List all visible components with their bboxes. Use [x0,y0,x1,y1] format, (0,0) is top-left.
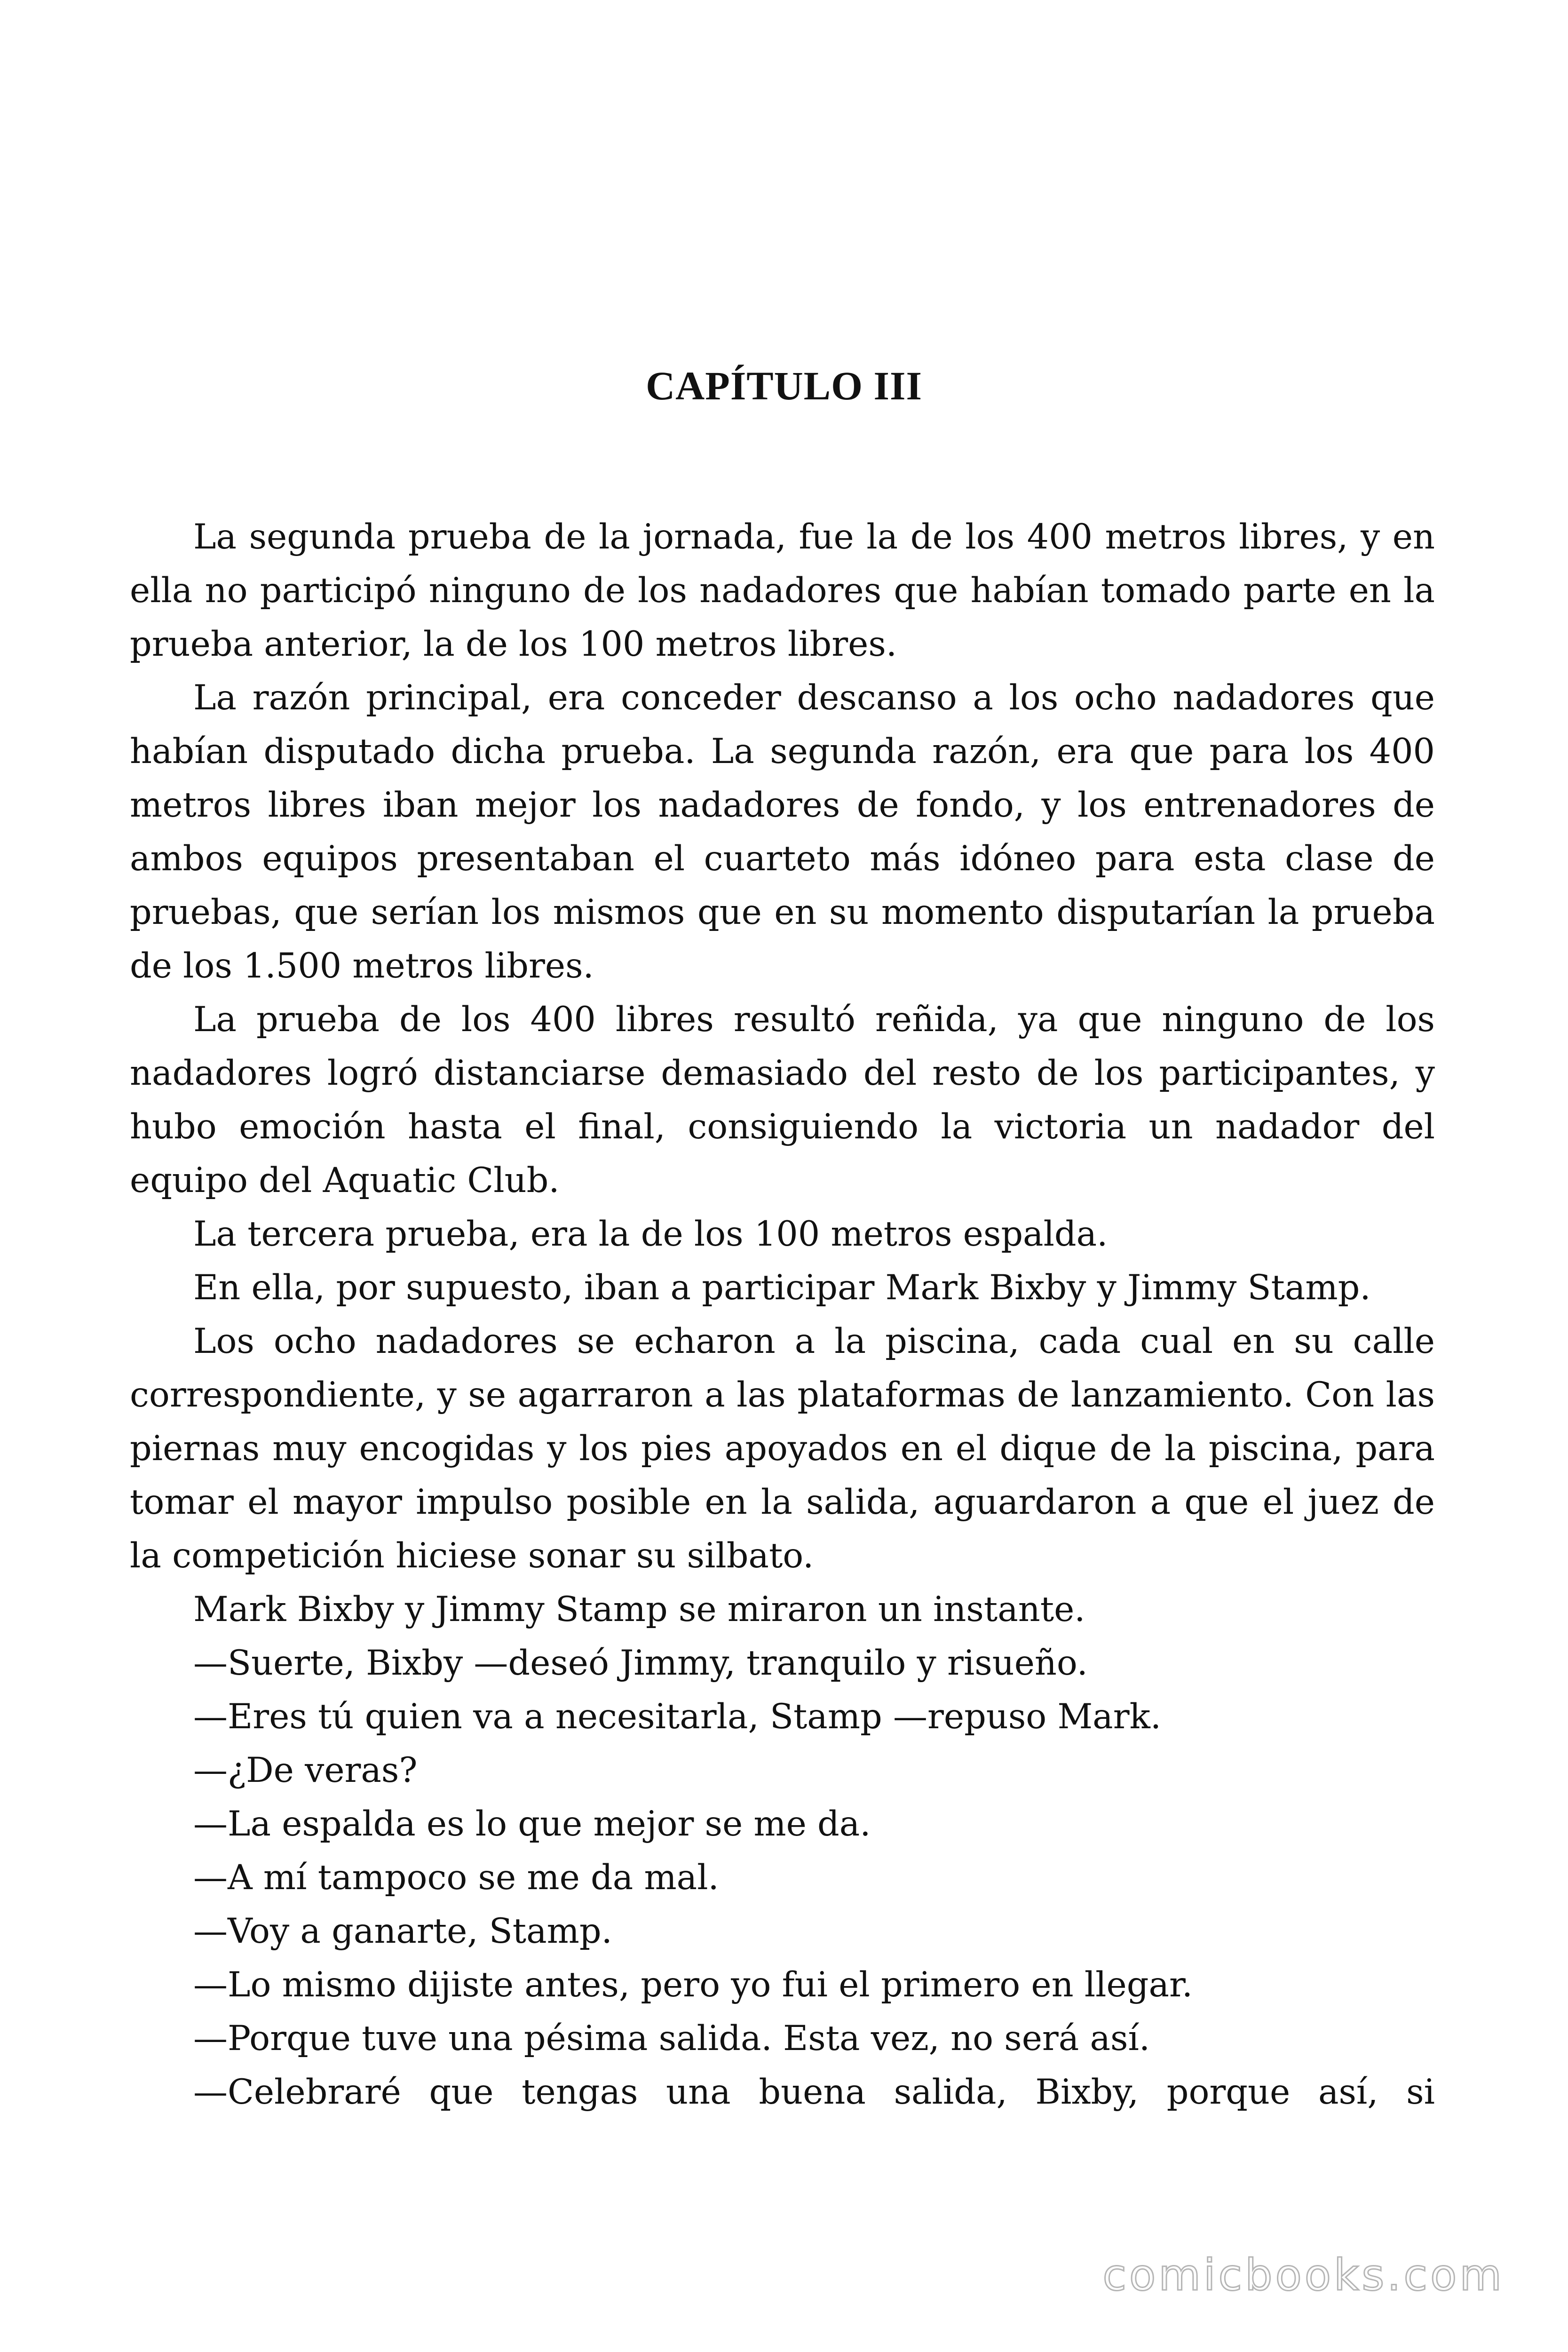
dialogue-line: —Eres tú quien va a necesitarla, Stamp —repuso Mark. [193,1697,1162,1737]
chapter-body [130,510,1435,2119]
paragraph: La tercera prueba, era la de los 100 metros espalda. [193,1214,1108,1254]
dialogue-line: —A mí tampoco se me da mal. [193,1858,719,1898]
paragraph: La segunda prueba de la jornada, fue la de los 400 metros libres, y en ella no participó ninguno de los nadadores que habían tomado parte en la prueba anterior, la de los 100 metros libres. [130,517,1435,664]
paragraph: Los ocho nadadores se echaron a la piscina, cada cual en su calle correspondiente, y se agarraron a las plataformas de lanzamiento. Con las piernas muy encogidas y los pies apoyados en el dique de la piscina, para tomar el mayor impulso posible en la salida, aguardaron a que el juez de la competición hiciese sonar su silbato. [130,1321,1435,1576]
watermark: comicbooks.com [1102,2250,1505,2300]
dialogue-line: —La espalda es lo que mejor se me da. [193,1804,871,1844]
paragraph: Mark Bixby y Jimmy Stamp se miraron un instante. [193,1589,1085,1629]
dialogue-line: —Lo mismo dijiste antes, pero yo fui el primero en llegar. [193,1965,1193,2005]
dialogue-line: —Porque tuve una pésima salida. Esta vez, no será así. [193,2018,1150,2058]
paragraph: La prueba de los 400 libres resultó reñida, ya que ninguno de los nadadores logró distanciarse demasiado del resto de los participantes, y hubo emoción hasta el final, consiguiendo la victoria un nadador del equipo del Aquatic Club. [130,1000,1435,1200]
paragraph: La razón principal, era conceder descanso a los ocho nadadores que habían disputado dicha prueba. La segunda razón, era que para los 400 metros libres iban mejor los nadadores de fondo, y los entrenadores de ambos equipos presentaban el cuarteto más idóneo para esta clase de pruebas, que serían los mismos que en su momento disputarían la prueba de los 1.500 metros libres. [130,678,1435,986]
paragraph: En ella, por supuesto, iban a participar Mark Bixby y Jimmy Stamp. [193,1268,1371,1308]
dialogue-line: —Suerte, Bixby —deseó Jimmy, tranquilo y risueño. [193,1643,1088,1683]
dialogue-line: —Celebraré que tengas una buena salida, Bixby, porque así, si [193,2072,1435,2112]
dialogue-line: —¿De veras? [193,1750,418,1790]
dialogue-line: —Voy a ganarte, Stamp. [193,1911,612,1951]
chapter-title: CAPÍTULO III [646,363,922,408]
